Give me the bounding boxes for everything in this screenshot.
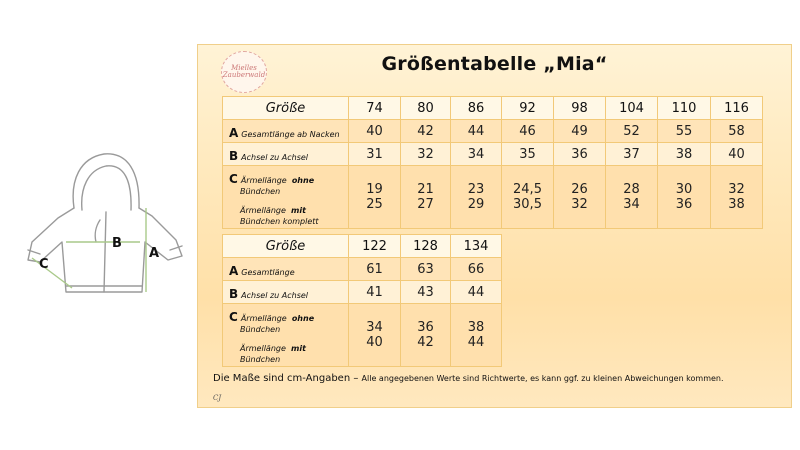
sleeve-label-2c: Bündchen komplett bbox=[240, 216, 319, 226]
value-cell: 32 bbox=[571, 197, 588, 212]
value-cell: 37 bbox=[606, 143, 658, 166]
sleeve-label-1a: Ärmellänge bbox=[240, 313, 287, 323]
value-cell: 19 bbox=[366, 182, 383, 197]
value-cell: 44 bbox=[451, 281, 502, 304]
value-cell: 44 bbox=[451, 120, 502, 143]
value-cell: 34 bbox=[366, 320, 383, 335]
measure-label-a: A bbox=[149, 246, 160, 261]
value-cell: 27 bbox=[417, 197, 434, 212]
value-cell: 55 bbox=[658, 120, 711, 143]
size-table-2 bbox=[222, 234, 502, 367]
value-cell: 23 bbox=[467, 182, 485, 197]
size-col-header: 98 bbox=[554, 97, 606, 120]
value-cell: 25 bbox=[366, 197, 383, 212]
row-label: Gesamtlänge bbox=[241, 267, 295, 277]
value-cell: 41 bbox=[349, 281, 401, 304]
sleeve-row bbox=[223, 166, 763, 229]
measure-label-b: B bbox=[112, 236, 122, 251]
value-cell: 40 bbox=[349, 120, 401, 143]
page-title: Größentabelle „Mia“ bbox=[381, 53, 608, 75]
value-cell: 44 bbox=[467, 335, 485, 350]
row-letter: C bbox=[229, 171, 238, 186]
size-col-header: 80 bbox=[401, 97, 451, 120]
sleeve-label-2a: Ärmellänge bbox=[240, 343, 286, 353]
value-cell: 38 bbox=[467, 320, 485, 335]
size-col-header: 86 bbox=[451, 97, 502, 120]
sleeve-label-2b: mit bbox=[291, 205, 306, 215]
value-cell: 32 bbox=[728, 182, 745, 197]
value-cell: 42 bbox=[401, 120, 451, 143]
jacket-illustration bbox=[22, 150, 207, 300]
value-cell: 40 bbox=[366, 335, 383, 350]
row-label: Achsel zu Achsel bbox=[241, 290, 309, 300]
row-letter: B bbox=[229, 148, 239, 163]
measure-label-c: C bbox=[39, 257, 49, 272]
value-cell: 26 bbox=[571, 182, 588, 197]
value-cell: 30,5 bbox=[513, 197, 542, 212]
size-chart-card bbox=[197, 44, 792, 408]
sleeve-label-1b: ohne bbox=[291, 313, 315, 323]
sleeve-label-1c: Bündchen bbox=[240, 186, 281, 196]
value-cell: 61 bbox=[349, 258, 401, 281]
row-label: Achsel zu Achsel bbox=[241, 152, 309, 162]
size-col-header: 134 bbox=[451, 235, 502, 258]
table-row bbox=[223, 143, 763, 166]
sleeve-label-2c: Bündchen bbox=[240, 354, 281, 364]
author-initials: CJ bbox=[213, 394, 222, 402]
size-col-header: 122 bbox=[349, 235, 401, 258]
value-cell: 43 bbox=[401, 281, 451, 304]
size-header-row bbox=[223, 235, 502, 258]
row-letter: A bbox=[229, 263, 239, 278]
size-header-label: Größe bbox=[223, 97, 349, 120]
value-cell: 34 bbox=[623, 197, 640, 212]
value-cell: 29 bbox=[467, 197, 485, 212]
value-cell: 36 bbox=[675, 197, 693, 212]
size-col-header: 92 bbox=[502, 97, 554, 120]
size-header-row bbox=[223, 97, 763, 120]
row-letter: B bbox=[229, 286, 239, 301]
sleeve-label-1b: ohne bbox=[291, 175, 315, 185]
value-cell: 40 bbox=[711, 143, 763, 166]
table-row bbox=[223, 120, 763, 143]
table-row bbox=[223, 281, 502, 304]
footnote-main: Die Maße sind cm-Angaben – bbox=[213, 373, 362, 384]
value-cell: 52 bbox=[606, 120, 658, 143]
size-header-label: Größe bbox=[223, 235, 349, 258]
row-label: Gesamtlänge ab Nacken bbox=[241, 129, 340, 139]
footnote bbox=[213, 373, 724, 384]
row-letter: C bbox=[229, 309, 238, 324]
value-cell: 46 bbox=[502, 120, 554, 143]
value-cell: 32 bbox=[401, 143, 451, 166]
size-table-1 bbox=[222, 96, 763, 229]
value-cell: 42 bbox=[417, 335, 434, 350]
value-cell: 58 bbox=[711, 120, 763, 143]
value-cell: 38 bbox=[728, 197, 745, 212]
value-cell: 21 bbox=[417, 182, 434, 197]
size-col-header: 128 bbox=[401, 235, 451, 258]
size-col-header: 110 bbox=[658, 97, 711, 120]
sleeve-row bbox=[223, 304, 502, 367]
sleeve-label-1a: Ärmellänge bbox=[240, 175, 287, 185]
value-cell: 36 bbox=[554, 143, 606, 166]
value-cell: 49 bbox=[554, 120, 606, 143]
sleeve-label-2b: mit bbox=[291, 343, 306, 353]
value-cell: 30 bbox=[675, 182, 693, 197]
size-col-header: 74 bbox=[349, 97, 401, 120]
value-cell: 63 bbox=[401, 258, 451, 281]
size-col-header: 104 bbox=[606, 97, 658, 120]
sleeve-label-2a: Ärmellänge bbox=[240, 205, 286, 215]
value-cell: 35 bbox=[502, 143, 554, 166]
value-cell: 34 bbox=[451, 143, 502, 166]
sleeve-label-1c: Bündchen bbox=[240, 324, 281, 334]
table-row bbox=[223, 258, 502, 281]
value-cell: 66 bbox=[451, 258, 502, 281]
value-cell: 28 bbox=[623, 182, 640, 197]
value-cell: 38 bbox=[658, 143, 711, 166]
brand-logo-text: Mielles Zauberwald bbox=[222, 63, 266, 79]
value-cell: 24,5 bbox=[513, 182, 542, 197]
size-col-header: 116 bbox=[711, 97, 763, 120]
footnote-disclaimer: Alle angegebenen Werte sind Richtwerte, es kann ggf. zu kleinen Abweichungen kommen. bbox=[361, 374, 724, 383]
row-letter: A bbox=[229, 125, 239, 140]
value-cell: 36 bbox=[417, 320, 434, 335]
value-cell: 31 bbox=[349, 143, 401, 166]
